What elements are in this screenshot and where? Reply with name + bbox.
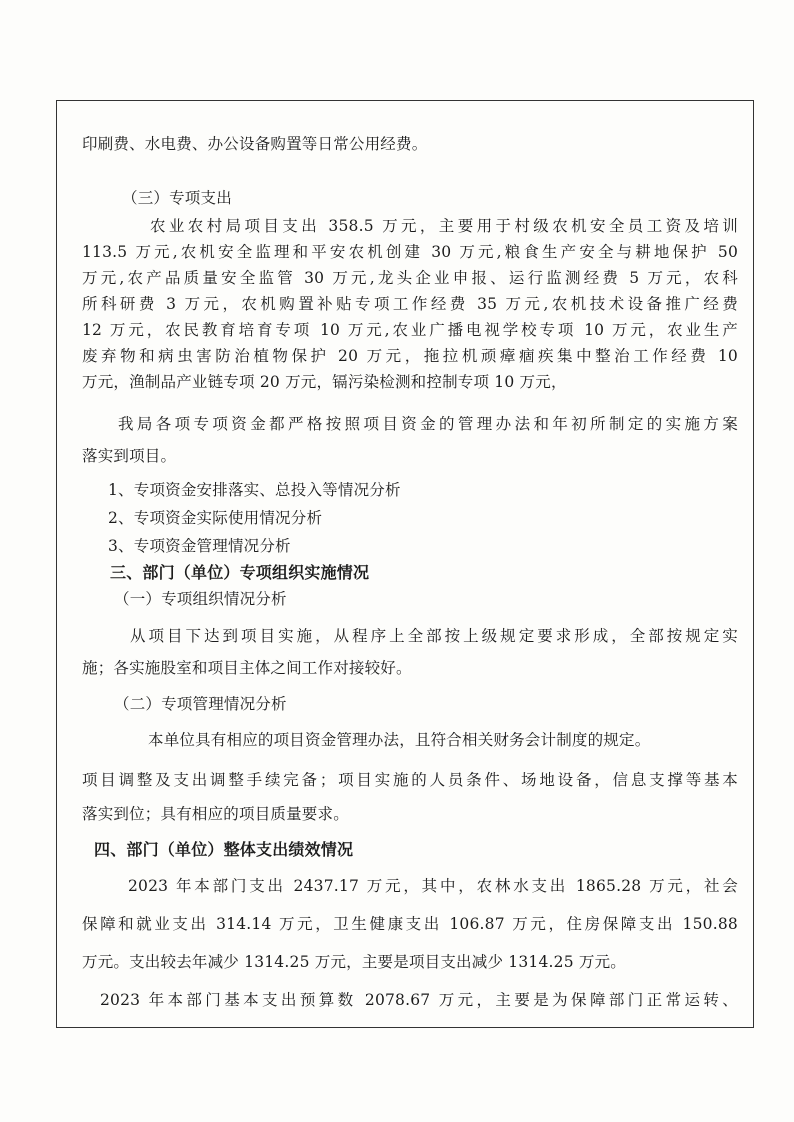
paragraph-line: 万元，渔制品产业链专项 20 万元，镉污染检测和控制专项 10 万元， <box>82 373 567 391</box>
paragraph-line: 我局各项专项资金都严格按照项目资金的管理办法和年初所制定的实施方案 <box>118 415 738 433</box>
paragraph-line: 落实到位；具有相应的项目质量要求。 <box>82 805 349 823</box>
paragraph-line: 从项目下达到项目实施，从程序上全部按上级规定要求形成，全部按规定实 <box>130 627 738 645</box>
paragraph-line: 2023 年本部门支出 2437.17 万元，其中，农林水支出 1865.28 万元，社会 <box>128 877 738 895</box>
paragraph-line: 施；各实施股室和项目主体之间工作对接较好。 <box>82 659 412 677</box>
paragraph-line: 万元,农产品质量安全监管 30 万元,龙头企业申报、运行监测经费 5 万元，农科 <box>82 269 738 287</box>
list-item: 3、专项资金管理情况分析 <box>108 537 291 555</box>
section-heading-4: 四、部门（单位）整体支出绩效情况 <box>94 840 354 859</box>
paragraph-line: 所科研费 3 万元，农机购置补贴专项工作经费 35 万元,农机技术设备推广经费 <box>82 295 738 313</box>
list-item: 2、专项资金实际使用情况分析 <box>108 509 323 527</box>
paragraph-line: 2023 年本部门基本支出预算数 2078.67 万元，主要是为保障部门正常运转、 <box>100 991 738 1009</box>
paragraph-line: 万元。支出较去年减少 1314.25 万元，主要是项目支出减少 1314.25 万元。 <box>82 953 627 971</box>
paragraph-line: 12 万元，农民教育培育专项 10 万元,农业广播电视学校专项 10 万元，农业生产 <box>82 321 738 339</box>
paragraph-line: 农业农村局项目支出 358.5 万元，主要用于村级农机安全员工资及培训 <box>150 217 738 235</box>
text-line-daily-expenses: 印刷费、水电费、办公设备购置等日常公用经费。 <box>82 135 428 153</box>
heading-special-expenditure: （三）专项支出 <box>122 189 232 207</box>
paragraph-line: 项目调整及支出调整手续完备；项目实施的人员条件、场地设备，信息支撑等基本 <box>82 771 738 789</box>
section-heading-3: 三、部门（单位）专项组织实施情况 <box>110 563 370 582</box>
paragraph-line: 保障和就业支出 314.14 万元，卫生健康支出 106.87 万元，住房保障支出 150.88 <box>82 915 738 933</box>
list-item: 1、专项资金安排落实、总投入等情况分析 <box>108 481 401 499</box>
paragraph-line: 本单位具有相应的项目资金管理办法，且符合相关财务会计制度的规定。 <box>148 731 651 749</box>
subheading: （一）专项组织情况分析 <box>114 590 287 608</box>
paragraph-line: 落实到项目。 <box>82 447 177 465</box>
paragraph-line: 113.5 万元,农机安全监理和平安农机创建 30 万元,粮食生产安全与耕地保护 50 <box>82 243 738 261</box>
subheading: （二）专项管理情况分析 <box>114 695 287 713</box>
paragraph-line: 废弃物和病虫害防治植物保护 20 万元，拖拉机顽瘴痼疾集中整治工作经费 10 <box>82 347 738 365</box>
